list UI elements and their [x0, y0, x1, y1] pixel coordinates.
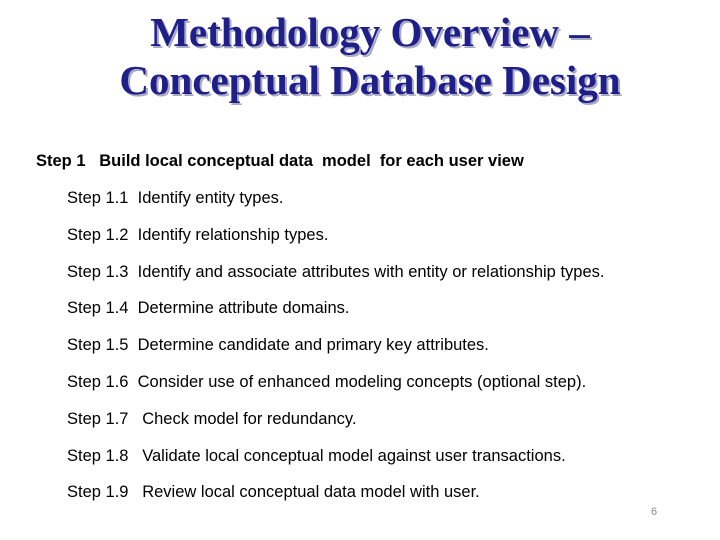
page-number: 6 — [651, 506, 658, 518]
substep-1-4: Step 1.4 Determine attribute domains. — [67, 299, 350, 317]
substep-1-6: Step 1.6 Consider use of enhanced modeling concepts (optional step). — [67, 373, 587, 391]
slide-title-line-2: Conceptual Database Design — [119, 57, 621, 103]
substep-1-1: Step 1.1 Identify entity types. — [67, 189, 284, 207]
substep-1-9: Step 1.9 Review local conceptual data model with user. — [67, 483, 480, 501]
substep-1-2: Step 1.2 Identify relationship types. — [67, 226, 329, 244]
main-step: Step 1 Build local conceptual data model for each user view — [36, 152, 524, 170]
substep-1-7: Step 1.7 Check model for redundancy. — [67, 410, 357, 428]
slide-title-line-1: Methodology Overview – — [150, 9, 590, 55]
substep-1-3: Step 1.3 Identify and associate attributes with entity or relationship types. — [67, 263, 605, 281]
substep-1-8: Step 1.8 Validate local conceptual model against user transactions. — [67, 447, 566, 465]
slide-title — [0, 8, 720, 104]
substep-1-5: Step 1.5 Determine candidate and primary key attributes. — [67, 336, 489, 354]
